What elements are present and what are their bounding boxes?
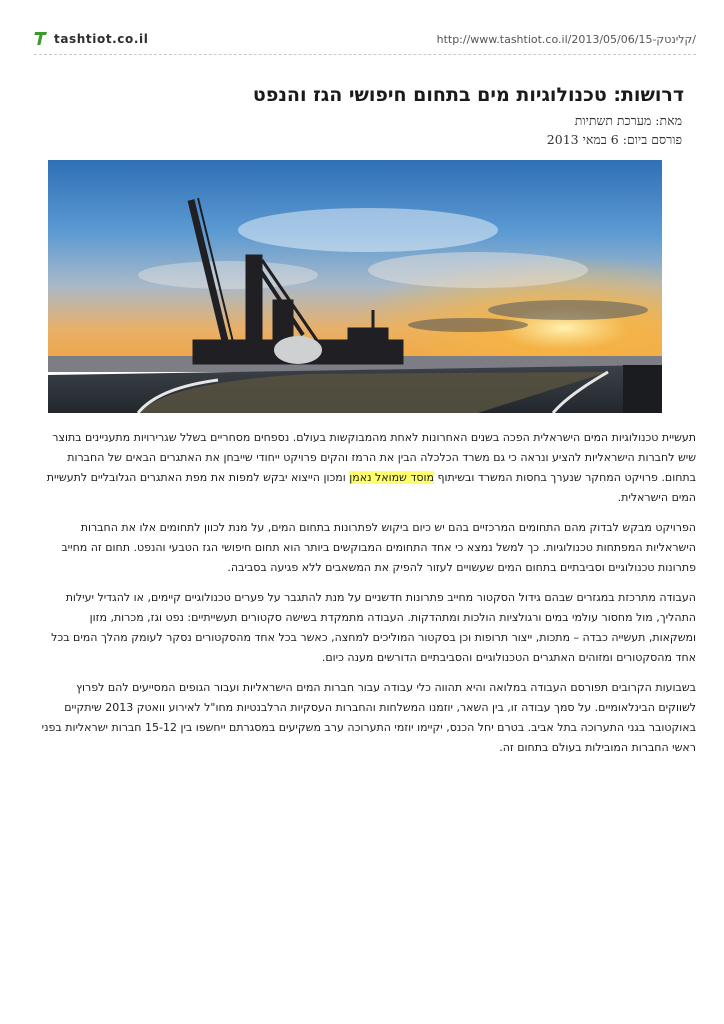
logo-t-icon <box>34 31 48 46</box>
paragraph: בשבועות הקרובים תפורסם העבודה במלואה והיא תהווה כלי עבודה עבור חברות המים הישראליות ועבור הגופים המסייעים להם לפרוץ לשווקים הבינלאומיים. על סמך עבודה זו, בין השאר, יוזמנו המשלחות והחברות העסקיות הרלבנטיות מחו"ל לאירוע וואטק 2013 שיתקיים באוקטובר בגני התערוכה בתל אביב. בטרם יחל הכנס, יקיימו יוזמי התערוכה ערב משקיעים במסגרתם ייחשפו בין 15-12 חברות ישראליות בפני ראשי החברות המובילות בעולם בתחום זה. <box>41 681 696 754</box>
paragraph: הפרויקט מבקש לבדוק מהם התחומים המרכזיים בהם יש כיום ביקוש לפתרונות בתחום המים, על מנת לכוון לתחומים אלו את החברות הישראליות המפתחות טכנולוגיות. כך למשל נמצא כי אחד התחומים המבוקשים ביותר הוא תחום חיפושי הגז הטבעי והנפט. תחום זה מחייב פתרונות טכנולוגיים וסביבתיים בתחום המים שעשויים לעזור להפיק את המשאבים ללא פגיעה בסביבה. <box>61 521 696 574</box>
site-logo[interactable] <box>34 31 148 46</box>
source-url[interactable]: http://www.tashtiot.co.il/2013/05/06/קלינטק-15/ <box>436 33 696 46</box>
paragraph: העבודה מתרכזת במגזרים שבהם גידול הסקטור מחייב פתרונות חדשניים על מנת להתגבר על פערים טכנולוגיים קיימים, או להגדיל יעילות התהליך, מול מחסור עולמי במים ורגולציות הולכות ומתהדקות. העבודה מתמקדת בשישה סקטורים תעשייתיים: נפט וגז, מכרות, מזון ומשקאות, תעשייה כבדה – מתכות, ייצור תרופות וכן בסקטור המוליכים למחצה, כאשר בכל אחד מהסקטורים נסקר לעומק מהלך המים בכל אחד מהסקטורים ומזוהים האתגרים הטכנולוגיים והסביבתיים הדורשים מענה כיום. <box>51 591 696 664</box>
paragraph-text: ומכון הייצוא יבקש למפות את מפת האתגרים הגלובליים לתעשיית המים הישראלית. <box>46 471 696 504</box>
logo-text: tashtiot.co.il <box>54 31 149 46</box>
article-header <box>46 82 692 149</box>
page-header <box>34 28 696 55</box>
highlighted-org-link[interactable]: מוסד שמואל נאמן <box>349 471 434 484</box>
article-author: מאת: מערכת תשתיות <box>574 113 682 128</box>
offshore-drilling-rig-photo-icon <box>48 160 662 413</box>
publish-date: פורסם ביום: 6 במאי 2013 <box>546 132 682 147</box>
paragraph <box>40 428 696 508</box>
article-body <box>40 428 696 768</box>
article-photo <box>48 160 662 413</box>
article-title: דרושות: טכנולוגיות מים בתחום חיפושי הגז והנפט <box>252 84 684 106</box>
paragraph-text: תעשיית טכנולוגיות המים הישראלית הפכה בשנים האחרונות לאחת מהמבוקשות בעולם. נספחים מסחריים בשלל שגרירויות מתעניינים בתוצר שיש לחברות הישראליות להציע ונראה כי גם משרד הכלכלה הבין את הרמז והקים פרויקט ייחודי שייבחן את האתגרים הבאים של החברות בתחום. פרויקט המחקר שנערך בחסות המשרד ובשיתוף <box>52 431 696 484</box>
